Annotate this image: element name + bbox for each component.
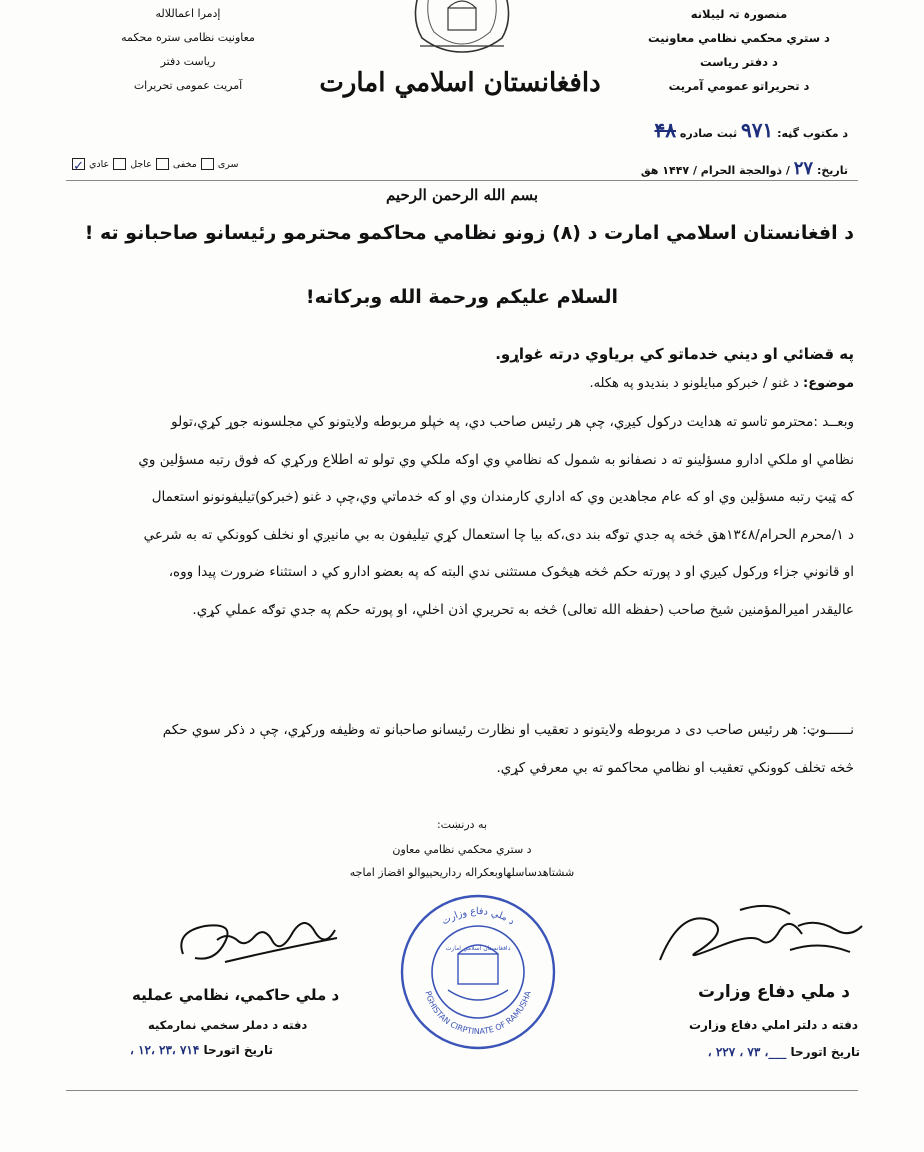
body-line: او قانوني جزاء وركول كيږي او د پورته حكم څخه هيڅوک مستثنى ندي البته كه په بعضو ادارو كي د استثناء ضرورت پيدا ووه، [168,564,854,580]
footer-divider [66,1090,858,1091]
addressee-line: د افغانستان اسلامي امارت د (٨) زونو نظامي محاكمو محترمو رئيسانو صاحبانو ته ! [84,222,854,244]
checkbox-label: عادي [89,158,110,170]
signatory-right-title: د ملي دفاع وزارت [697,982,850,1002]
letter-number-suffix: ثبت صادره [679,127,738,140]
header-left-line: آمریت عمومی تحریرات [133,79,243,92]
letter-number-struck: ۴۸ [654,118,676,142]
basmala: بسم الله الرحمن الرحيم [385,186,539,204]
by-order-line: به درنښت: [436,818,488,831]
header-left-line: إدمرا اعماللاله [155,7,221,20]
subject-text: د غنو / خبركو مبايلونو د بنديدو په هكله. [589,376,799,391]
note-line: نــــــوټ: هر رئيس صاحب دى د مربوطه ولايتونو د تعقيب او نظارت رئيسانو صاحبانو ته وظيفه وركړي، چې د ذكر سوي حكم [162,722,854,738]
header-left-line: ریاست دفتر [160,55,216,68]
checkbox-label: مخفی [172,158,197,170]
signatory-right-subtitle: دفته د دلتر املي دفاع وزارت [688,1018,858,1032]
checkmark-icon: ✓ [73,159,84,174]
subject-line [589,376,854,391]
note-line: څخه تخلف كوونكي تعقيب او نظامي محاكمو ته بي معرفي كړي. [496,759,854,776]
signatory-right-date [708,1045,860,1059]
date-value: ۷۱۴ ،۲۳ ،۱۲ ، [130,1043,200,1057]
letter-number-value: ۹۷۱ [741,118,774,142]
letter-number [655,118,849,142]
date-day: ۲۷ [793,158,814,179]
date-label: تاريخ اتورحا [790,1045,860,1059]
checkbox [156,158,169,170]
checkbox [201,158,214,170]
header-right-line: منصورہ تہ ليبلانه [690,7,788,21]
header-right-line: د ستري محكمي نظامي معاونيت [648,31,830,45]
intro-line: په قضائي او ديني خدماتو کي برياوي درته غواړو. [495,345,854,363]
header-left-line: معاونیت نظامی ستره محکمه [121,31,255,44]
checkbox [113,158,126,170]
deputy-title: د ستري محكمي نظامي معاون [392,843,532,856]
body-line: وبعــد :محترمو تاسو ته هدايت دركول كيږي، چې هر رئيس صاحب دي، په خپلو مربوطه ولايتونو كي مجلسونه جوړ كړي،تولو [171,414,854,430]
seal-inner-text: دافغانستان اسلامي امارت [445,945,511,952]
body-paragraph [64,404,854,629]
letter-number-label: د مكتوب گڼه: [777,127,848,140]
signatory-left-subtitle: دفته د دملر سخمي نمارمكيه [148,1018,308,1032]
header-right-line: د دفتر رياست [700,55,778,69]
date-label: تاريخ: [816,164,848,177]
signatory-left-date [130,1043,273,1057]
date-value: / ذوالحجة الحرام / ۱۴۴۷ هق [640,164,790,177]
emirate-calligraphy-title: دافغانستان اسلامي امارت [319,68,601,98]
header-left-block [88,2,288,98]
letter-date [641,158,848,179]
subject-label: موضوع: [803,376,854,391]
header-divider [66,180,858,181]
emirate-emblem-icon [400,0,524,58]
salutation: السلام عليكم ورحمة الله وبركاته! [305,286,619,308]
seal-top-text: د ملي دفاع وزارت [439,905,517,928]
seal-bottom-text: PGHISTAN CIRPTINATE OF RAMUSHA [423,990,533,1037]
date-label: تاريخ اتورحا [203,1043,273,1057]
body-line: عاليقدر اميرالمؤمنين شيخ صاحب (حفظه الله تعالى) څخه به تحريري اذن اخلي، او پورته حكم په جدي توګه عملي كړي. [192,601,854,618]
signature-left-icon [165,902,345,982]
checkbox-label: سری [217,158,239,170]
svg-text:د ملي دفاع وزارت [440,906,516,927]
checkbox-label: عاجل [130,158,152,170]
priority-checkboxes [72,158,239,174]
signatory-left-title: د ملي حاكمي، نظامي عمليه [132,986,340,1004]
note-paragraph [64,712,854,787]
signature-right-icon [640,890,870,980]
header-right-block [624,2,854,98]
date-value: ___، ۷۳ ، ۲۲۷ ، [707,1045,787,1059]
official-seal-icon [398,892,558,1052]
deputy-subline: ششتاهدساسلهاوبعكراله رداريحييوالو اقضاز اماجه [349,866,575,879]
body-line: د ١/محرم الحرام/١٣٤٨هق څخه په جدي توګه بند دی،كه بيا چا استعمال كړي تيليفون به بي مانيږي او نخلف كوونكي ته به شرعي [143,526,854,543]
header-right-line: د تحريراتو عمومي آمريت [668,79,810,93]
checkbox-checked [72,158,85,174]
body-line: كه ټيټ رتبه مسؤلين وي او كه عام مجاهدين وي كه اداري كارمندان وي او كه خدماتي وي،چې د غنو (خبركو)تيليفونونو استعمال [151,489,854,505]
body-line: نظامي او ملكي ادارو مسؤلينو ته د نصفانو به شمول كه نظامي وي اوكه ملكي وي تولو ته اطلاع وركړي كه فوق رتبه مسؤلين وي [138,451,854,468]
